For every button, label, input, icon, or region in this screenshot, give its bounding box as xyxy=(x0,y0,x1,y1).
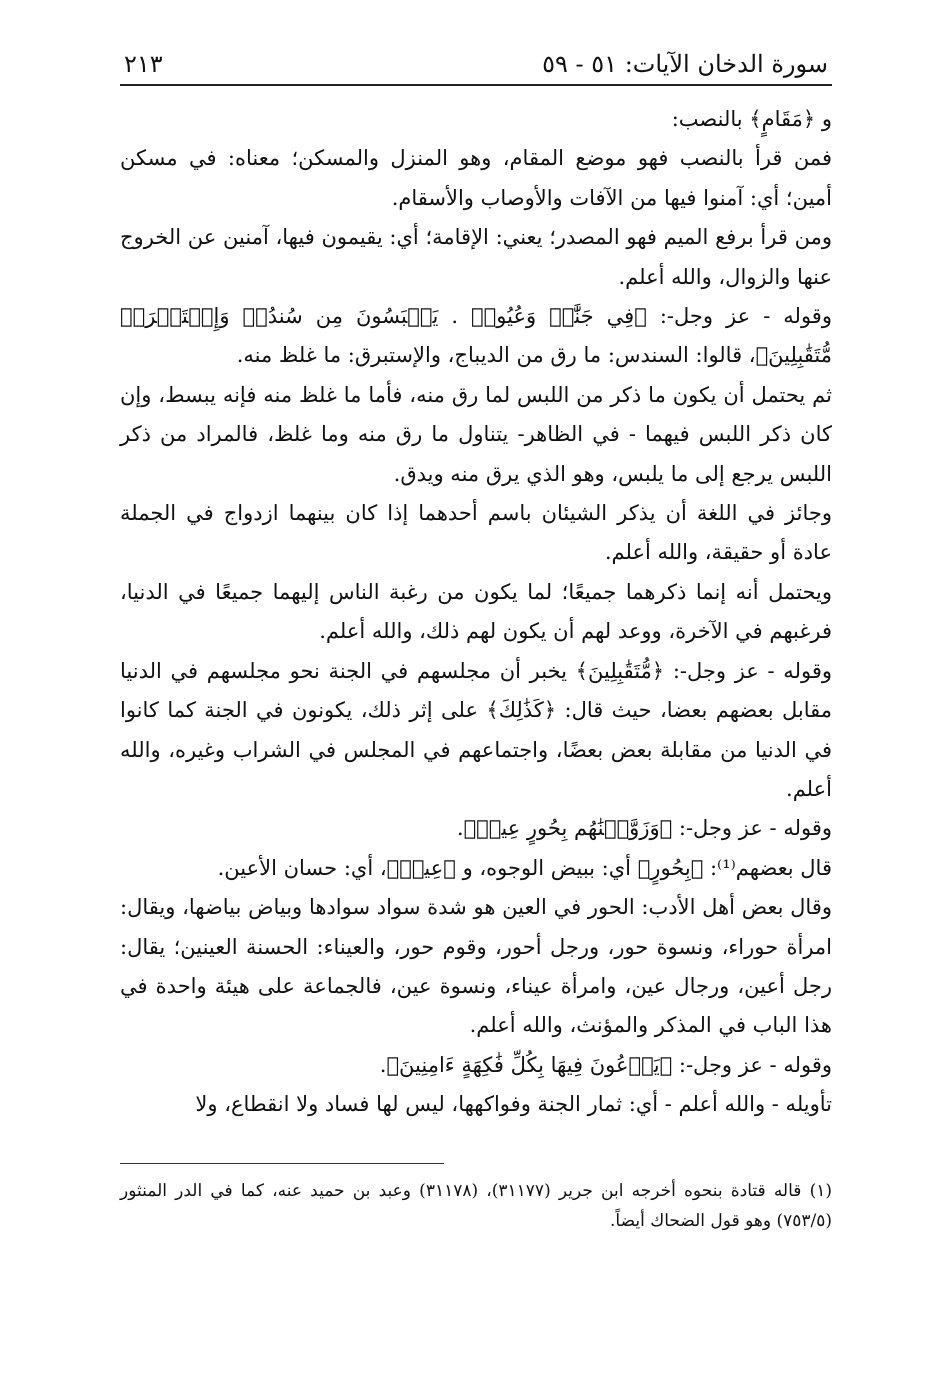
paragraph-12: وقوله - عز وجل-: ﴿يَدۡعُونَ فِيهَا بِكُلِّ فَٰكِهَةٍ ءَامِنِينَ﴾. xyxy=(379,1052,832,1077)
paragraph-6: وجائز في اللغة أن يذكر الشيئان باسم أحدهما إذا كان بينهما ازدواج في الجملة عادة أو حقيقة، والله أعلم. xyxy=(120,501,832,565)
main-text xyxy=(120,100,832,1125)
header-rule xyxy=(120,84,832,86)
footnote-separator-wrap xyxy=(120,1125,832,1164)
running-header-title: سورة الدخان الآيات: ٥١ - ٥٩ xyxy=(542,50,828,78)
paragraph-8: وقوله - عز وجل-: ﴿مُّتَقَٰبِلِينَ﴾ يخبر أن مجلسهم في الجنة نحو مجلسهم في الدنيا مقابل بعضهم بعضا، حيث قال: ﴿كَذَٰلِكَ﴾ على إثر ذلك، يكونون في الجنة كما كانوا في الدنيا من مقابلة بعض بعضًا، واجتماعهم في المجلس في الشراب وغيره، والله أعلم. xyxy=(120,658,832,801)
paragraph-13: تأويله - والله أعلم - أي: ثمار الجنة وفواكهها، ليس لها فساد ولا انقطاع، ولا xyxy=(195,1092,832,1117)
paragraph-4: وقوله - عز وجل-: ﴿فِي جَنَّٰتٖ وَعُيُونٖ . يَلۡبَسُونَ مِن سُندُسٖ وَإِسۡتَبۡرَقٖ مُّتَقَٰبِلِينَ﴾، قالوا: السندس: ما رق من الديباج، والإستبرق: ما غلظ منه. xyxy=(120,304,832,368)
paragraph-2: فمن قرأ بالنصب فهو موضع المقام، وهو المنزل والمسكن؛ معناه: في مسكن أمين؛ أي: آمنوا فيها من الآفات والأوصاب والأسقام. xyxy=(120,146,832,210)
paragraph-11: وقال بعض أهل الأدب: الحور في العين هو شدة سواد سوادها وبياض بياضها، ويقال: امرأة حوراء، ونسوة حور، ورجل أحور، وقوم حور، والعيناء: الحسنة العينين؛ يقال: رجل أعين، ورجال عين، وامرأة عيناء، ونسوة عين، فالجماعة على هيئة واحدة في هذا الباب في المذكر والمؤنث، والله أعلم. xyxy=(120,895,832,1038)
paragraph-1: و ﴿مَقَامٍ﴾ بالنصب: xyxy=(671,107,832,131)
footnote: (١) قاله قتادة بنحوه أخرجه ابن جرير (٣١١٧٧)، (٣١١٧٨) وعبد بن حميد عنه، كما في الدر المنثور (٧٥٣/٥) وهو قول الضحاك أيضاً. xyxy=(120,1180,833,1231)
paragraph-3: ومن قرأ برفع الميم فهو المصدر؛ يعني: الإقامة؛ أي: يقيمون فيها، آمنين عن الخروج عنها والزوال، والله أعلم. xyxy=(120,225,832,289)
running-header xyxy=(120,30,832,84)
paragraph-5: ثم يحتمل أن يكون ما ذكر من اللبس لما رق منه، فأما ما غلظ منه فإنه يبسط، وإن كان ذكر اللبس فيهما - في الظاهر- يتناول ما رق منه وما غلظ، فالمراد من ذكر اللبس يرجع إلى ما يلبس، وهو الذي يرق منه ويدق. xyxy=(120,382,832,486)
paragraph-7: ويحتمل أنه إنما ذكرهما جميعًا؛ لما يكون من رغبة الناس إليهما جميعًا في الدنيا، فرغبهم في الآخرة، ووعد لهم أن يكون لهم ذلك، والله أعلم. xyxy=(120,579,832,644)
paragraph-10: قال بعضهم⁽¹⁾: ﴿بِحُورٍ﴾ أي: ببيض الوجوه، و ﴿عِينٖ﴾، أي: حسان الأعين. xyxy=(217,855,832,880)
footnote-separator xyxy=(120,1163,444,1164)
page-number: ٢١٣ xyxy=(124,50,163,78)
page xyxy=(120,30,832,1253)
paragraph-9: وقوله - عز وجل-: ﴿وَزَوَّجۡنَٰهُم بِحُورٍ عِينٖ﴾. xyxy=(456,816,832,841)
